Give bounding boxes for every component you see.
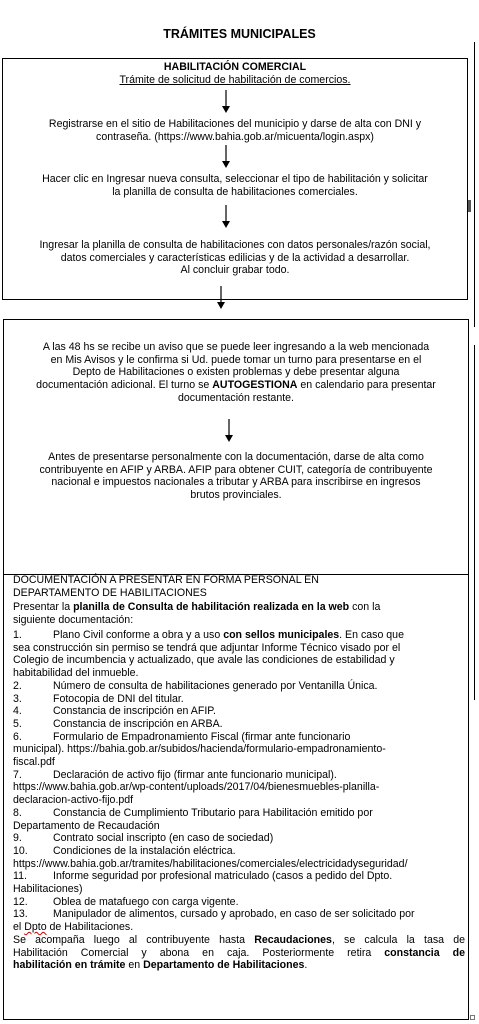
list-item: 10. Condiciones de la instalación eléctrica. https://www.bahia.gob.ar/tramites/habilitaciones/comerciales/electricidadyseguridad/ xyxy=(13,844,408,870)
habilitacion-comercial-box xyxy=(2,58,468,300)
arrow-down-icon xyxy=(216,286,226,310)
list-item: 9. Contrato social inscripto (en caso de sociedad) xyxy=(13,832,274,845)
arrow-down-icon xyxy=(221,90,231,114)
autogestiona-text: AUTOGESTIONA xyxy=(212,379,298,392)
list-item-13-cont: el Dpto de Habilitaciones. xyxy=(13,921,134,934)
list-item: 12. Oblea de matafuego con carga vigente. xyxy=(13,895,239,908)
documentacion-heading: DOCUMENTACIÓN A PRESENTAR EN FORMA PERSONAL EN DEPARTAMENTO DE HABILITACIONES xyxy=(13,574,319,599)
step-1: Registrarse en el sitio de Habilitaciones del municipio y darse de alta con DNI y contraseña. (https://www.bahia.gob.ar/micuenta/login.aspx) xyxy=(48,118,422,143)
arrow-down-icon xyxy=(224,419,234,443)
step-2: Hacer clic en Ingresar nueva consulta, seleccionar el tipo de habilitación y solicitar la planilla de consulta de habilitaciones comerciales. xyxy=(42,173,428,198)
list-item: 6. Formulario de Empadronamiento Fiscal (firmar ante funcionario municipal). https://bahia.gob.ar/subidos/hacienda/formulario-empadronamiento- fiscal.pdf xyxy=(13,730,386,769)
arrow-down-icon xyxy=(221,205,231,229)
step-3: Ingresar la planilla de consulta de habilitaciones con datos personales/razón social, datos comerciales y características edilicias y de la actividad a desarrollar. Al concluir grabar todo. xyxy=(39,239,431,277)
list-item: 7. Declaración de activo fijo (firmar ante funcionario municipal). https://www.bahia.gob.ar/wp-content/uploads/2017/04/bienesmuebles-planilla- declaracion-activo-fijo.pdf xyxy=(13,768,380,807)
list-item: 1. Plano Civil conforme a obra y a uso con sellos municipales. En caso que sea construcción sin permiso se tendrá que adjuntar Informe Técnico visado por el Colegio de incumbencia y actualizado, que avale las condiciones de estabilidad y habitabilidad del inmueble. xyxy=(13,629,404,680)
list-item: 2. Número de consulta de habilitaciones generado por Ventanilla Única. xyxy=(13,679,378,692)
list-item: 11. Informe seguridad por profesional matriculado (casos a pedido del Dpto. Habilitaciones) xyxy=(13,870,393,896)
right-rule-middle xyxy=(474,345,475,700)
list-item: 4. Constancia de inscripción en AFIP. xyxy=(13,705,216,718)
list-item: 8. Constancia de Cumplimiento Tributario para Habilitación emitido por Departamento de Recaudación xyxy=(13,806,373,832)
documentation-list xyxy=(13,629,465,972)
side-mark xyxy=(468,200,471,212)
list-item: 13. Manipulador de alimentos, cursado y aprobado, en caso de ser solicitado por xyxy=(13,908,415,921)
arrow-down-icon xyxy=(221,145,231,169)
right-rule-top xyxy=(474,42,475,327)
list-item: 3. Fotocopia de DNI del titular. xyxy=(13,692,184,705)
page-corner-marker xyxy=(470,1015,475,1020)
afip-arba-paragraph: Antes de presentarse personalmente con la documentación, darse de alta como contribuyente en AFIP y ARBA. AFIP para obtener CUIT, categoría de contribuyente nacional e impuestos nacionales a tributar y ARBA para inscribirse en ingresos brutos provinciales. xyxy=(39,451,433,502)
section-heading: HABILITACIÓN COMERCIAL xyxy=(163,61,307,73)
list-item: 5. Constancia de inscripción en ARBA. xyxy=(13,717,223,730)
aviso-paragraph: A las 48 hs se recibe un aviso que se puede leer ingresando a la web mencionada en Mis Avisos y le confirma si Ud. puede tomar un turno para presentarse en el Depto de Habilitaciones o existen problemas y debe presentar alguna documentación adicional. El turno se AUTOGESTIONA en calendario para presentar documentación restante. xyxy=(36,341,436,404)
documentacion-intro: Presentar la planilla de Consulta de habilitación realizada en la web con la siguiente documentación: xyxy=(13,601,381,626)
closing-paragraph: Se acompaña luego al contribuyente hasta Recaudaciones, se calcula la tasa de Habilitación Comercial y abona en caja. Posteriormente retira constancia de habilitación en trámite en Departamento de Habilitaciones. xyxy=(13,933,465,972)
aviso-turno-box xyxy=(3,319,469,575)
section-subheading: Trámite de solicitud de habilitación de comercios. xyxy=(119,74,351,86)
page-title: TRÁMITES MUNICIPALES xyxy=(163,27,316,41)
